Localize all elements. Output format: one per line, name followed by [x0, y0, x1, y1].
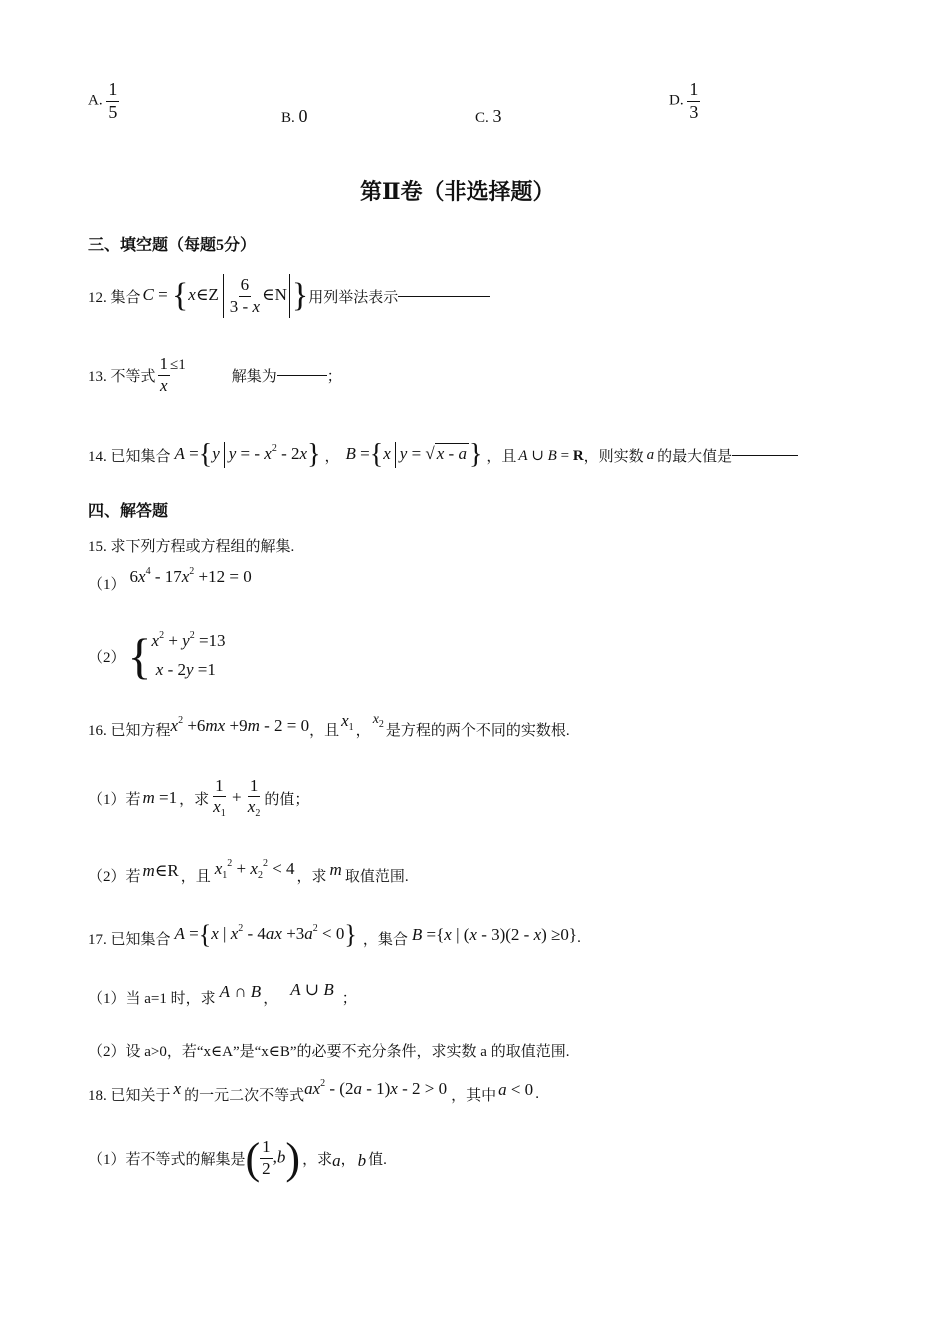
q17-number: 17. 已知集合 — [88, 931, 171, 948]
q18-number: 18. 已知关于 — [88, 1087, 171, 1104]
option-b — [281, 106, 308, 127]
option-d-label: D. — [669, 92, 684, 109]
question-12 — [88, 268, 490, 324]
q18-p1-a: a — [332, 1151, 341, 1170]
q14-union: A ∪ B = R — [518, 447, 584, 464]
question-17-part-2: （2）设 a>0，若“x∈A”是“x∈B”的必要不充分条件，求实数 a 的取值范围. — [88, 1044, 570, 1060]
section-4-title: 四、解答题 — [88, 503, 169, 520]
q16-p1-tail: 的值； — [264, 791, 310, 808]
q12-tail: 用列举法表示 — [308, 289, 399, 306]
q15-p1-equation: $6x^4 - 17x^2 +12 = 0$ — [129, 565, 252, 586]
q16-equation: $x^2 +6mx +9m - 2 = 0$ — [170, 714, 310, 735]
option-c-label: C. — [475, 110, 489, 126]
q18-end: . — [535, 1085, 539, 1102]
question-18 — [88, 1076, 539, 1112]
q16-p2-m: m — [329, 860, 342, 879]
q13-end: ； — [326, 368, 342, 385]
q16-p2-inequality: $x_1^2 + x_2^2 < 4$ — [214, 857, 295, 881]
q17-p1: （1）当 a=1 时，求 — [88, 990, 216, 1007]
section-3-title: 三、填空题（每题5分） — [88, 237, 257, 254]
q15-p1-label: （1） — [88, 576, 126, 593]
option-d-num: 1 — [687, 80, 700, 102]
q17-p1-intersection: A ∩ B — [219, 982, 262, 1001]
q18-mid: 的一元二次不等式 — [184, 1087, 305, 1104]
q17-end: . — [577, 929, 581, 946]
option-b-value: 0 — [298, 106, 308, 126]
question-15-part-2: （2） { $x^2 + y^2 =13$ x - 2y =1 — [88, 628, 226, 684]
q18-x: x — [173, 1079, 182, 1098]
q14-answer-blank — [732, 455, 798, 456]
q16-x2: $x_2$ — [372, 712, 384, 730]
option-a-fraction — [106, 80, 119, 123]
q17-p1-end: ； — [341, 990, 357, 1007]
q16-p1-condition: m =1 — [142, 788, 178, 807]
option-a — [88, 80, 119, 123]
part-title: 第Ⅱ卷（非选择题） — [360, 179, 555, 204]
q12-answer-blank — [398, 296, 490, 297]
question-17-part-1: （1）当 a=1 时，求 A ∩ B ， A ∪ B ； — [88, 980, 357, 1007]
option-d-den: 3 — [689, 101, 699, 122]
question-18-part-1: （1）若不等式的解集是 ( $\frac{1}{2}$ ,b) ，求 a ， b 值. — [88, 1133, 387, 1183]
q18-p1-b: b — [357, 1151, 367, 1170]
q16-p2-pre: （2）若 — [88, 868, 141, 885]
q13-tail: 解集为 — [231, 368, 277, 385]
question-15-part-1 — [88, 566, 252, 600]
option-d — [669, 80, 700, 123]
q18-p1-interval: ( $\frac{1}{2}$ ,b) — [245, 1133, 301, 1183]
q15-p2-system: $x^2 + y^2 =13$ x - 2y =1 — [151, 630, 226, 679]
q12-number: 12. 集合 — [88, 289, 141, 306]
q18-mid2: ，其中 — [451, 1087, 497, 1104]
q18-p1-pre: （1）若不等式的解集是 — [88, 1151, 246, 1168]
option-a-label: A. — [88, 92, 103, 109]
q16-p2-mid2: ，求 — [296, 868, 327, 885]
q12-set-formula: C = {x∈Z $\frac{6}{3 - x}$ ∈N } — [143, 274, 309, 318]
q13-number: 13. 不等式 — [88, 368, 156, 385]
question-13 — [88, 350, 342, 400]
option-a-num: 1 — [106, 80, 119, 102]
q14-set-b: B ={x y = √ x - a} — [345, 439, 483, 470]
option-b-label: B. — [281, 110, 295, 126]
q16-x1: $x_1$ — [341, 711, 354, 733]
q16-p2-mid: ，且 — [180, 868, 211, 885]
question-16-part-2 — [88, 858, 409, 892]
q16-p2-condition: m∈R — [142, 861, 179, 880]
q18-p1-mid: ，求 — [302, 1151, 333, 1168]
q16-mid: ，且 — [309, 722, 340, 739]
question-14: 14. 已知集合 A ={y y = - $x^2 - 2x$} ， B ={x y = √ x - a} ，且 A ∪ B = R ，则实数 a 的最大值是 — [88, 433, 798, 477]
q18-inequality: $ax^2 - (2a - 1)x - 2 > 0$ — [304, 1077, 448, 1098]
q17-mid: ，集合 — [362, 931, 408, 948]
option-a-den: 5 — [108, 101, 118, 122]
q13-inequality: $\frac{1}{x}$ ≤1 — [159, 353, 186, 395]
question-16-part-1 — [88, 770, 309, 826]
option-c-value: 3 — [492, 106, 502, 126]
q14-number: 14. 已知集合 — [88, 448, 171, 465]
q16-tail: 是方程的两个不同的实数根. — [385, 722, 570, 739]
q14-tail: ，则实数 — [583, 448, 644, 465]
q15-p2-label: （2） — [88, 649, 126, 666]
q17-set-a: A ={x | $x^2 - 4ax +3a^2 < 0$} — [174, 920, 357, 949]
q14-tail2: 的最大值是 — [657, 448, 733, 465]
question-16: 16. 已知方程 $x^2 +6mx +9m - 2 = 0$ ，且 $x_1$ ， $x_2$ 是方程的两个不同的实数根. — [88, 711, 570, 739]
option-d-fraction — [687, 80, 700, 123]
q16-p1-pre: （1）若 — [88, 791, 141, 808]
q18-p1-tail: 值. — [368, 1151, 387, 1168]
q16-p2-tail: 取值范围. — [344, 868, 409, 885]
q16-p1-expression: $\frac{1}{x_1}$ + $\frac{1}{x_2}$ — [213, 775, 261, 820]
q16-number: 16. 已知方程 — [88, 722, 171, 739]
question-17 — [88, 918, 581, 958]
question-15-stem: 15. 求下列方程或方程组的解集. — [88, 539, 295, 555]
q14-set-a: A ={y y = - $x^2 - 2x$} — [174, 439, 321, 470]
option-c — [475, 106, 502, 127]
q17-p1-union: A ∪ B — [290, 980, 334, 999]
q18-condition: a < 0 — [498, 1080, 534, 1099]
q16-p1-mid: ，求 — [179, 791, 210, 808]
q14-mid: ，且 — [486, 448, 517, 465]
q17-set-b: B ={x | (x - 3)(2 - x) ≥0} — [411, 925, 578, 944]
q13-answer-blank — [277, 375, 327, 376]
